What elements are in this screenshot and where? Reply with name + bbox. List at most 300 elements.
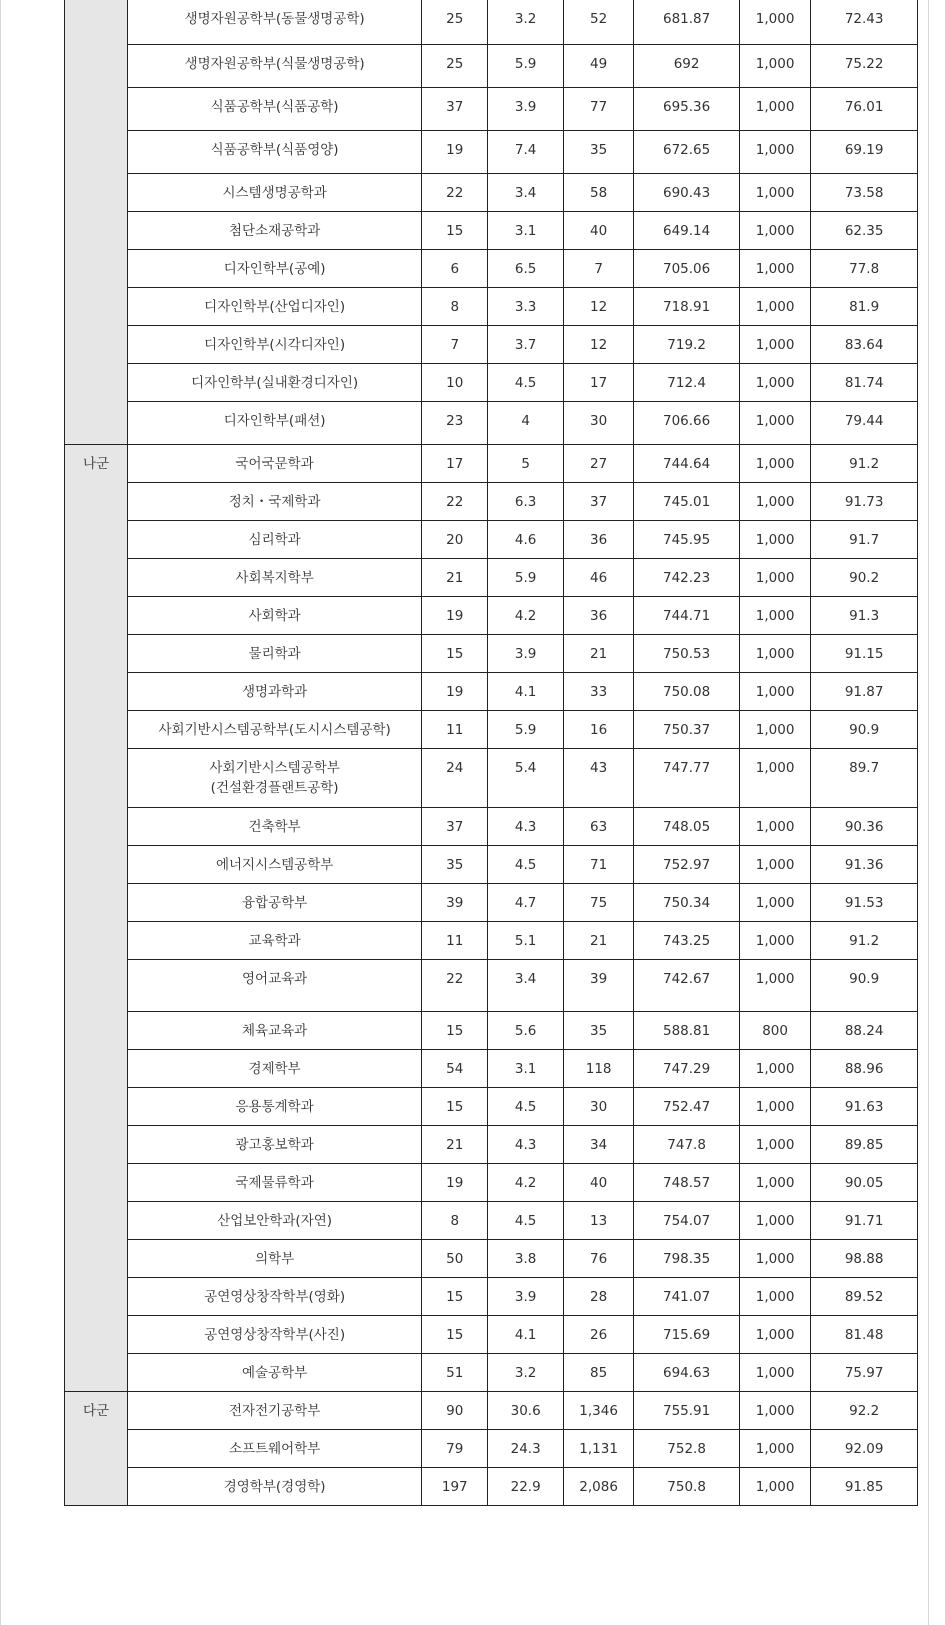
department-cell: 예술공학부 [128,1354,422,1392]
score-cell: 747.29 [634,1050,740,1088]
capacity-cell: 21 [422,559,488,597]
score-cell: 719.2 [634,326,740,364]
max-score-cell: 1,000 [739,597,810,635]
score-cell: 747.77 [634,749,740,808]
department-cell: 생명자원공학부(동물생명공학) [128,0,422,45]
table-row [65,1126,918,1164]
competition-ratio-cell: 6.5 [488,250,564,288]
score-cell: 742.23 [634,559,740,597]
table-row [65,1316,918,1354]
applicants-cell: 35 [563,131,633,174]
department-cell: 식품공학부(식품공학) [128,88,422,131]
capacity-cell: 22 [422,174,488,212]
admissions-results-table [64,0,918,1506]
score-cell: 752.47 [634,1088,740,1126]
capacity-cell: 23 [422,402,488,445]
percentile-cell: 75.22 [811,45,918,88]
max-score-cell: 1,000 [739,1126,810,1164]
score-cell: 750.34 [634,884,740,922]
percentile-cell: 91.2 [811,922,918,960]
score-cell: 752.97 [634,846,740,884]
competition-ratio-cell: 3.7 [488,326,564,364]
table-row [65,673,918,711]
department-cell: 공연영상창작학부(영화) [128,1278,422,1316]
applicants-cell: 40 [563,212,633,250]
table-row [65,1240,918,1278]
group-label-cell: 다군 [65,1392,128,1506]
max-score-cell: 1,000 [739,483,810,521]
applicants-cell: 27 [563,445,633,483]
department-cell: 사회학과 [128,597,422,635]
percentile-cell: 89.85 [811,1126,918,1164]
capacity-cell: 15 [422,1316,488,1354]
percentile-cell: 81.9 [811,288,918,326]
competition-ratio-cell: 3.4 [488,174,564,212]
applicants-cell: 13 [563,1202,633,1240]
table-row [65,1050,918,1088]
competition-ratio-cell: 3.8 [488,1240,564,1278]
capacity-cell: 15 [422,1278,488,1316]
competition-ratio-cell: 22.9 [488,1468,564,1506]
department-cell: 건축학부 [128,808,422,846]
score-cell: 798.35 [634,1240,740,1278]
table-row [65,1202,918,1240]
applicants-cell: 118 [563,1050,633,1088]
competition-ratio-cell: 3.3 [488,288,564,326]
max-score-cell: 1,000 [739,174,810,212]
max-score-cell: 1,000 [739,635,810,673]
department-cell: 영어교육과 [128,960,422,1012]
competition-ratio-cell: 5.4 [488,749,564,808]
score-cell: 747.8 [634,1126,740,1164]
table-row [65,521,918,559]
score-cell: 672.65 [634,131,740,174]
max-score-cell: 1,000 [739,1430,810,1468]
percentile-cell: 91.71 [811,1202,918,1240]
percentile-cell: 89.7 [811,749,918,808]
max-score-cell: 1,000 [739,326,810,364]
capacity-cell: 11 [422,711,488,749]
department-cell: 사회복지학부 [128,559,422,597]
capacity-cell: 22 [422,960,488,1012]
max-score-cell: 1,000 [739,922,810,960]
capacity-cell: 15 [422,1088,488,1126]
applicants-cell: 77 [563,88,633,131]
competition-ratio-cell: 4.1 [488,1316,564,1354]
competition-ratio-cell: 4.5 [488,846,564,884]
max-score-cell: 1,000 [739,1316,810,1354]
score-cell: 649.14 [634,212,740,250]
percentile-cell: 91.73 [811,483,918,521]
table-row [65,922,918,960]
score-cell: 750.08 [634,673,740,711]
competition-ratio-cell: 5.9 [488,711,564,749]
competition-ratio-cell: 3.9 [488,635,564,673]
percentile-cell: 91.63 [811,1088,918,1126]
department-cell: 응용통계학과 [128,1088,422,1126]
capacity-cell: 7 [422,326,488,364]
applicants-cell: 7 [563,250,633,288]
table-row [65,88,918,131]
applicants-cell: 12 [563,326,633,364]
capacity-cell: 39 [422,884,488,922]
percentile-cell: 81.74 [811,364,918,402]
capacity-cell: 37 [422,88,488,131]
competition-ratio-cell: 5 [488,445,564,483]
max-score-cell: 1,000 [739,212,810,250]
percentile-cell: 62.35 [811,212,918,250]
max-score-cell: 1,000 [739,884,810,922]
applicants-cell: 36 [563,521,633,559]
percentile-cell: 83.64 [811,326,918,364]
capacity-cell: 20 [422,521,488,559]
percentile-cell: 91.53 [811,884,918,922]
max-score-cell: 1,000 [739,1278,810,1316]
competition-ratio-cell: 4.2 [488,1164,564,1202]
competition-ratio-cell: 4 [488,402,564,445]
percentile-cell: 72.43 [811,0,918,45]
max-score-cell: 1,000 [739,749,810,808]
department-cell: 융합공학부 [128,884,422,922]
capacity-cell: 25 [422,0,488,45]
max-score-cell: 1,000 [739,846,810,884]
score-cell: 694.63 [634,1354,740,1392]
percentile-cell: 81.48 [811,1316,918,1354]
max-score-cell: 1,000 [739,45,810,88]
applicants-cell: 71 [563,846,633,884]
competition-ratio-cell: 4.3 [488,808,564,846]
competition-ratio-cell: 3.2 [488,1354,564,1392]
applicants-cell: 49 [563,45,633,88]
percentile-cell: 79.44 [811,402,918,445]
competition-ratio-cell: 4.5 [488,364,564,402]
table-row [65,250,918,288]
percentile-cell: 90.9 [811,711,918,749]
score-cell: 755.91 [634,1392,740,1430]
score-cell: 718.91 [634,288,740,326]
table-row [65,131,918,174]
group-label-cell: 나군 [65,445,128,1392]
max-score-cell: 1,000 [739,1050,810,1088]
competition-ratio-cell: 3.1 [488,212,564,250]
max-score-cell: 1,000 [739,131,810,174]
capacity-cell: 15 [422,1012,488,1050]
competition-ratio-cell: 3.2 [488,0,564,45]
competition-ratio-cell: 4.2 [488,597,564,635]
competition-ratio-cell: 3.1 [488,1050,564,1088]
competition-ratio-cell: 4.5 [488,1088,564,1126]
competition-ratio-cell: 4.7 [488,884,564,922]
applicants-cell: 75 [563,884,633,922]
applicants-cell: 12 [563,288,633,326]
applicants-cell: 28 [563,1278,633,1316]
table-row [65,808,918,846]
competition-ratio-cell: 4.6 [488,521,564,559]
percentile-cell: 77.8 [811,250,918,288]
department-cell: 정치・국제학과 [128,483,422,521]
table-row [65,1392,918,1430]
capacity-cell: 37 [422,808,488,846]
competition-ratio-cell: 3.4 [488,960,564,1012]
department-cell: 첨단소재공학과 [128,212,422,250]
department-cell: 경제학부 [128,1050,422,1088]
percentile-cell: 91.2 [811,445,918,483]
score-cell: 752.8 [634,1430,740,1468]
applicants-cell: 33 [563,673,633,711]
department-cell: 생명자원공학부(식물생명공학) [128,45,422,88]
percentile-cell: 98.88 [811,1240,918,1278]
table-row [65,45,918,88]
score-cell: 744.64 [634,445,740,483]
department-cell: 디자인학부(공예) [128,250,422,288]
capacity-cell: 197 [422,1468,488,1506]
applicants-cell: 35 [563,1012,633,1050]
applicants-cell: 52 [563,0,633,45]
applicants-cell: 58 [563,174,633,212]
capacity-cell: 15 [422,212,488,250]
table-body [65,0,918,1506]
applicants-cell: 37 [563,483,633,521]
capacity-cell: 54 [422,1050,488,1088]
department-cell: 국제물류학과 [128,1164,422,1202]
percentile-cell: 90.05 [811,1164,918,1202]
max-score-cell: 800 [739,1012,810,1050]
applicants-cell: 16 [563,711,633,749]
department-cell: 공연영상창작학부(사진) [128,1316,422,1354]
applicants-cell: 76 [563,1240,633,1278]
competition-ratio-cell: 7.4 [488,131,564,174]
table-row [65,711,918,749]
table-row [65,212,918,250]
applicants-cell: 36 [563,597,633,635]
max-score-cell: 1,000 [739,445,810,483]
score-cell: 741.07 [634,1278,740,1316]
max-score-cell: 1,000 [739,88,810,131]
capacity-cell: 19 [422,1164,488,1202]
applicants-cell: 63 [563,808,633,846]
competition-ratio-cell: 24.3 [488,1430,564,1468]
percentile-cell: 76.01 [811,88,918,131]
department-cell: 식품공학부(식품영양) [128,131,422,174]
max-score-cell: 1,000 [739,402,810,445]
applicants-cell: 1,346 [563,1392,633,1430]
score-cell: 681.87 [634,0,740,45]
table-row [65,960,918,1012]
max-score-cell: 1,000 [739,521,810,559]
capacity-cell: 10 [422,364,488,402]
capacity-cell: 35 [422,846,488,884]
percentile-cell: 91.87 [811,673,918,711]
score-cell: 588.81 [634,1012,740,1050]
department-cell: 교육학과 [128,922,422,960]
table-row [65,402,918,445]
department-cell: 디자인학부(패션) [128,402,422,445]
department-cell: 체육교육과 [128,1012,422,1050]
max-score-cell: 1,000 [739,1088,810,1126]
department-cell: 소프트웨어학부 [128,1430,422,1468]
score-cell: 743.25 [634,922,740,960]
table-row [65,364,918,402]
score-cell: 744.71 [634,597,740,635]
score-cell: 748.57 [634,1164,740,1202]
max-score-cell: 1,000 [739,1392,810,1430]
table-row [65,1468,918,1506]
competition-ratio-cell: 3.9 [488,88,564,131]
department-cell: 에너지시스템공학부 [128,846,422,884]
department-cell: 시스템생명공학과 [128,174,422,212]
table-row [65,749,918,808]
capacity-cell: 50 [422,1240,488,1278]
capacity-cell: 22 [422,483,488,521]
table-row [65,445,918,483]
max-score-cell: 1,000 [739,1468,810,1506]
percentile-cell: 92.2 [811,1392,918,1430]
table-row [65,1164,918,1202]
percentile-cell: 88.96 [811,1050,918,1088]
competition-ratio-cell: 30.6 [488,1392,564,1430]
score-cell: 715.69 [634,1316,740,1354]
percentile-cell: 90.2 [811,559,918,597]
applicants-cell: 21 [563,922,633,960]
capacity-cell: 24 [422,749,488,808]
score-cell: 750.8 [634,1468,740,1506]
department-cell: 심리학과 [128,521,422,559]
score-cell: 748.05 [634,808,740,846]
applicants-cell: 30 [563,402,633,445]
department-cell: 생명과학과 [128,673,422,711]
table-row [65,846,918,884]
max-score-cell: 1,000 [739,0,810,45]
table-row [65,559,918,597]
score-cell: 754.07 [634,1202,740,1240]
department-cell: 사회기반시스템공학부 (건설환경플랜트공학) [128,749,422,808]
capacity-cell: 19 [422,673,488,711]
max-score-cell: 1,000 [739,1202,810,1240]
applicants-cell: 26 [563,1316,633,1354]
table-row [65,174,918,212]
applicants-cell: 85 [563,1354,633,1392]
capacity-cell: 8 [422,1202,488,1240]
applicants-cell: 46 [563,559,633,597]
table-row [65,0,918,45]
score-cell: 750.37 [634,711,740,749]
applicants-cell: 17 [563,364,633,402]
department-cell: 경영학부(경영학) [128,1468,422,1506]
score-cell: 750.53 [634,635,740,673]
table-row [65,326,918,364]
max-score-cell: 1,000 [739,559,810,597]
score-cell: 690.43 [634,174,740,212]
department-cell: 디자인학부(실내환경디자인) [128,364,422,402]
applicants-cell: 2,086 [563,1468,633,1506]
percentile-cell: 91.15 [811,635,918,673]
competition-ratio-cell: 4.5 [488,1202,564,1240]
applicants-cell: 39 [563,960,633,1012]
percentile-cell: 90.36 [811,808,918,846]
percentile-cell: 92.09 [811,1430,918,1468]
applicants-cell: 1,131 [563,1430,633,1468]
capacity-cell: 8 [422,288,488,326]
table-row [65,1278,918,1316]
capacity-cell: 19 [422,131,488,174]
competition-ratio-cell: 5.1 [488,922,564,960]
capacity-cell: 6 [422,250,488,288]
max-score-cell: 1,000 [739,1240,810,1278]
percentile-cell: 69.19 [811,131,918,174]
applicants-cell: 30 [563,1088,633,1126]
score-cell: 745.01 [634,483,740,521]
table-row [65,1012,918,1050]
capacity-cell: 17 [422,445,488,483]
competition-ratio-cell: 5.9 [488,559,564,597]
table-row [65,884,918,922]
capacity-cell: 19 [422,597,488,635]
department-cell: 디자인학부(시각디자인) [128,326,422,364]
percentile-cell: 91.85 [811,1468,918,1506]
department-cell: 의학부 [128,1240,422,1278]
page-left-border [0,0,1,1625]
applicants-cell: 21 [563,635,633,673]
table-row [65,597,918,635]
max-score-cell: 1,000 [739,364,810,402]
score-cell: 695.36 [634,88,740,131]
percentile-cell: 88.24 [811,1012,918,1050]
department-cell: 산업보안학과(자연) [128,1202,422,1240]
table-row [65,288,918,326]
group-label-cell [65,0,128,445]
table-row [65,635,918,673]
applicants-cell: 40 [563,1164,633,1202]
competition-ratio-cell: 6.3 [488,483,564,521]
table-row [65,1354,918,1392]
department-cell: 사회기반시스템공학부(도시시스템공학) [128,711,422,749]
applicants-cell: 43 [563,749,633,808]
capacity-cell: 51 [422,1354,488,1392]
capacity-cell: 79 [422,1430,488,1468]
max-score-cell: 1,000 [739,960,810,1012]
department-cell: 물리학과 [128,635,422,673]
max-score-cell: 1,000 [739,250,810,288]
department-cell: 광고홍보학과 [128,1126,422,1164]
percentile-cell: 73.58 [811,174,918,212]
max-score-cell: 1,000 [739,808,810,846]
capacity-cell: 21 [422,1126,488,1164]
max-score-cell: 1,000 [739,673,810,711]
competition-ratio-cell: 5.6 [488,1012,564,1050]
percentile-cell: 89.52 [811,1278,918,1316]
percentile-cell: 91.7 [811,521,918,559]
score-cell: 692 [634,45,740,88]
percentile-cell: 90.9 [811,960,918,1012]
competition-ratio-cell: 4.1 [488,673,564,711]
department-cell: 국어국문학과 [128,445,422,483]
score-cell: 705.06 [634,250,740,288]
capacity-cell: 11 [422,922,488,960]
capacity-cell: 25 [422,45,488,88]
capacity-cell: 15 [422,635,488,673]
table-row [65,1088,918,1126]
department-cell: 디자인학부(산업디자인) [128,288,422,326]
table-row [65,1430,918,1468]
percentile-cell: 91.36 [811,846,918,884]
max-score-cell: 1,000 [739,711,810,749]
applicants-cell: 34 [563,1126,633,1164]
competition-ratio-cell: 3.9 [488,1278,564,1316]
score-cell: 745.95 [634,521,740,559]
percentile-cell: 91.3 [811,597,918,635]
capacity-cell: 90 [422,1392,488,1430]
percentile-cell: 75.97 [811,1354,918,1392]
